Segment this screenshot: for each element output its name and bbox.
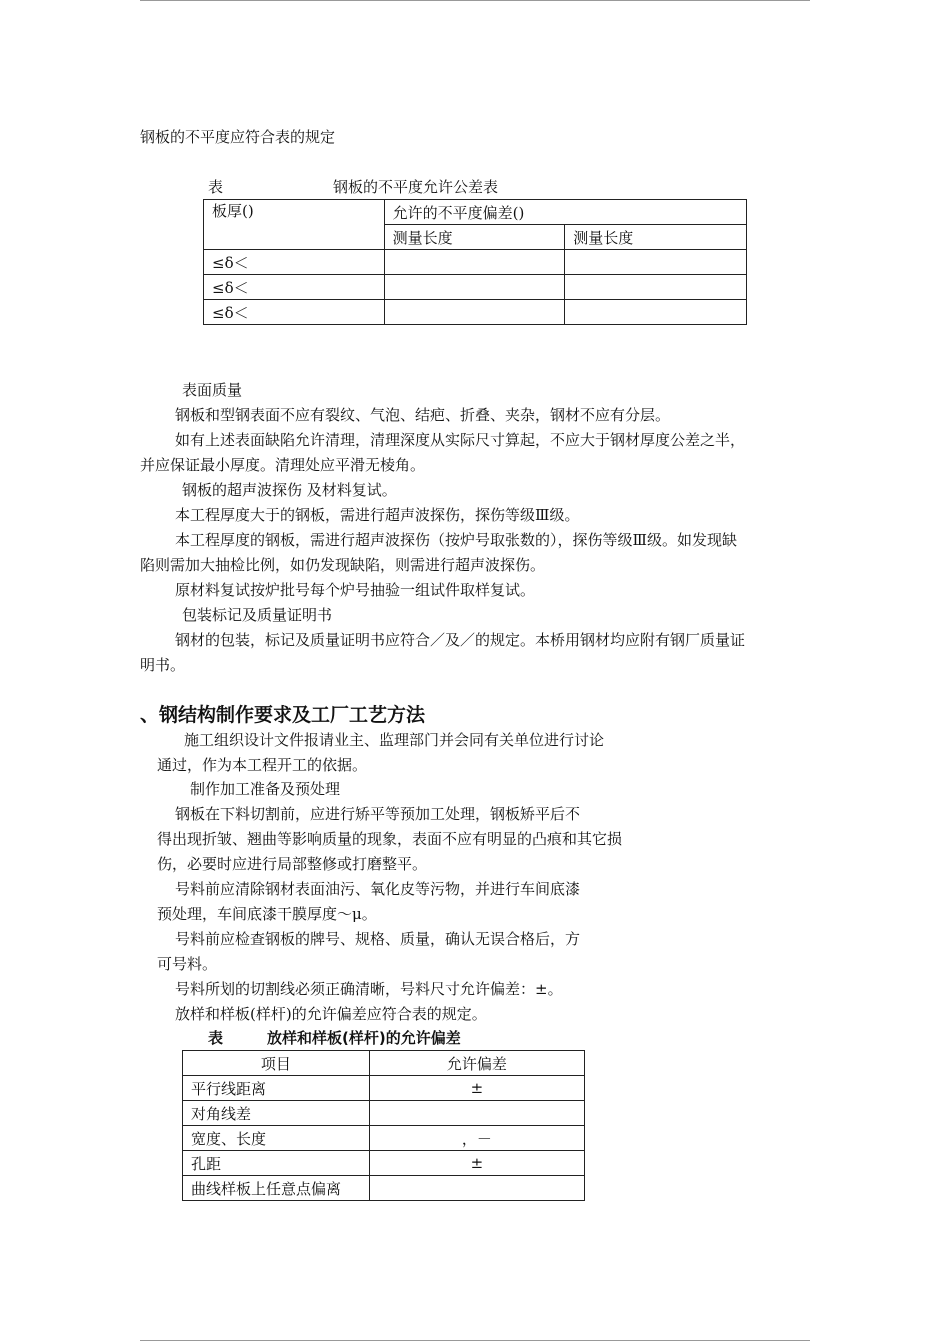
section-heading: 、钢结构制作要求及工厂工艺方法 (140, 704, 426, 726)
table2-item: 对角线差 (183, 1101, 370, 1126)
table2-tolerance: ± (369, 1076, 584, 1101)
table-row (183, 1151, 585, 1176)
ultrasonic-p1: 本工程厚度大于的钢板，需进行超声波探伤，探伤等级Ⅲ级。 (175, 506, 580, 524)
ultrasonic-p2-line2: 陷则需加大抽检比例，如仍发现缺陷，则需进行超声波探伤。 (140, 556, 546, 574)
s2-p3-line1: 号料前应清除钢材表面油污、氧化皮等污物，并进行车间底漆 (175, 880, 581, 898)
table2-item: 孔距 (183, 1151, 370, 1176)
table1-cell: ≤δ＜ (204, 250, 385, 275)
bottom-rule (140, 1340, 810, 1341)
s2-p6: 放样和样板(样杆)的允许偏差应符合表的规定。 (175, 1005, 487, 1023)
surface-p2-line2: 并应保证最小厚度。清理处应平滑无棱角。 (140, 456, 426, 474)
table1-title: 钢板的不平度允许公差表 (333, 178, 499, 196)
table2-tolerance: ± (369, 1151, 584, 1176)
intro-text: 钢板的不平度应符合表的规定 (140, 128, 336, 146)
s2-p3-line2: 预处理，车间底漆干膜厚度～μ。 (157, 905, 377, 923)
table2-header-tolerance: 允许偏差 (369, 1051, 584, 1076)
s2-subtitle: 制作加工准备及预处理 (190, 780, 341, 798)
ultrasonic-p3: 原材料复试按炉批号每个炉号抽验一组试件取样复试。 (175, 581, 536, 599)
layout-tolerance-table (182, 1050, 585, 1201)
table2-item: 宽度、长度 (183, 1126, 370, 1151)
table-row (183, 1126, 585, 1151)
table2-tolerance: ，－ (369, 1126, 584, 1151)
surface-p2-line1: 如有上述表面缺陷允许清理，清理深度从实际尺寸算起，不应大于钢材厚度公差之半， (175, 431, 746, 449)
table1-cell: ≤δ＜ (204, 300, 385, 325)
table-row (183, 1101, 585, 1126)
table2-item: 平行线距离 (183, 1076, 370, 1101)
table-row (183, 1176, 585, 1201)
table1-header-tolerance: 允许的不平度偏差() (384, 200, 746, 225)
ultrasonic-title: 钢板的超声波探伤 及材料复试。 (182, 481, 397, 499)
packaging-title: 包装标记及质量证明书 (182, 606, 333, 624)
table1-subheader-2: 测量长度 (565, 225, 747, 250)
table2-header-item: 项目 (183, 1051, 370, 1076)
s2-p4-line2: 可号料。 (157, 955, 218, 973)
table1-prefix: 表 (208, 178, 224, 196)
ultrasonic-p2-line1: 本工程厚度的钢板，需进行超声波探伤（按炉号取张数的），探伤等级Ⅲ级。如发现缺 (175, 531, 737, 549)
table2-item: 曲线样板上任意点偏离 (183, 1176, 370, 1201)
top-rule (140, 0, 810, 1)
s2-p2-line1: 钢板在下料切割前，应进行矫平等预加工处理，钢板矫平后不 (175, 805, 581, 823)
s2-p4-line1: 号料前应检查钢板的牌号、规格、质量，确认无误合格后，方 (175, 930, 581, 948)
table-row (204, 250, 747, 275)
s2-p5: 号料所划的切割线必须正确清晰，号料尺寸允许偏差：±。 (175, 980, 563, 998)
s2-p1-line2: 通过，作为本工程开工的依据。 (157, 756, 368, 774)
surface-title: 表面质量 (182, 381, 243, 399)
table-row (183, 1076, 585, 1101)
table2-title: 放样和样板(样杆)的允许偏差 (267, 1029, 461, 1047)
packaging-p1-line1: 钢材的包装，标记及质量证明书应符合／及／的规定。本桥用钢材均应附有钢厂质量证 (175, 631, 746, 649)
table-row (204, 300, 747, 325)
packaging-p1-line2: 明书。 (140, 656, 186, 674)
table2-tolerance (369, 1101, 584, 1126)
table-row (204, 275, 747, 300)
table2-prefix: 表 (208, 1029, 224, 1047)
table2-tolerance (369, 1176, 584, 1201)
flatness-table (203, 199, 747, 325)
s2-p2-line3: 伤，必要时应进行局部整修或打磨整平。 (157, 855, 428, 873)
surface-p1: 钢板和型钢表面不应有裂纹、气泡、结疤、折叠、夹杂，钢材不应有分层。 (175, 406, 671, 424)
s2-p2-line2: 得出现折皱、翘曲等影响质量的现象，表面不应有明显的凸痕和其它损 (157, 830, 623, 848)
table1-header-thickness: 板厚() (204, 200, 385, 250)
table1-subheader-1: 测量长度 (384, 225, 565, 250)
table1-cell: ≤δ＜ (204, 275, 385, 300)
s2-p1-line1: 施工组织设计文件报请业主、监理部门并会同有关单位进行讨论 (184, 731, 605, 749)
